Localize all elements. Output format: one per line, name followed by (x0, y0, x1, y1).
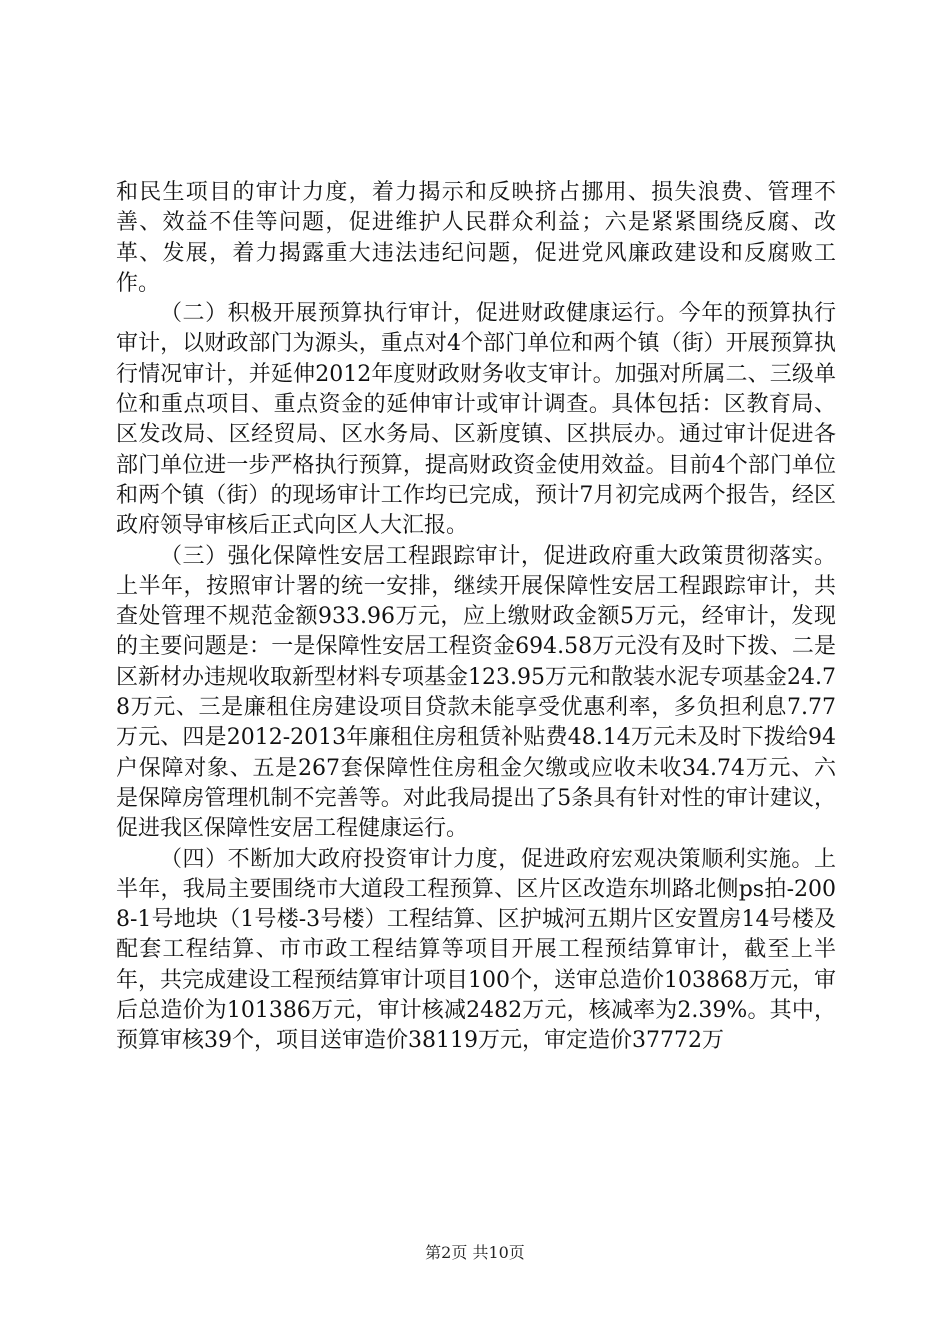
paragraph-continuation: 和民生项目的审计力度，着力揭示和反映挤占挪用、损失浪费、管理不善、效益不佳等问题，促进维护人民群众利益；六是紧紧围绕反腐、改革、发展，着力揭露重大违法违纪问题，促进党风廉政建设和反腐败工作。 (116, 180, 836, 296)
paragraph-investment-audit: （四）不断加大政府投资审计力度，促进政府宏观决策顺利实施。上半年，我局主要围绕市大道段工程预算、区片区改造东圳路北侧ps拍-2008-1号地块（1号楼-3号楼）工程结算、区护城河五期片区安置房14号楼及配套工程结算、市市政工程结算等项目开展工程预结算审计，截至上半年，共完成建设工程预结算审计项目100个，送审总造价103868万元，审后总造价为101386万元，审计核减2482万元，核减率为2.39%。其中，预算审核39个，项目送审造价38119万元，审定造价37772万 (116, 846, 836, 1054)
document-body (116, 178, 836, 1057)
paragraph-budget-audit: （二）积极开展预算执行审计，促进财政健康运行。今年的预算执行审计，以财政部门为源头，重点对4个部门单位和两个镇（街）开展预算执行情况审计，并延伸2012年度财政财务收支审计。加强对所属二、三级单位和重点项目、重点资金的延伸审计或审计调查。具体包括：区教育局、区发改局、区经贸局、区水务局、区新度镇、区拱辰办。通过审计促进各部门单位进一步严格执行预算，提高财政资金使用效益。目前4个部门单位和两个镇（街）的现场审计工作均已完成，预计7月初完成两个报告，经区政府领导审核后正式向区人大汇报。 (116, 301, 836, 539)
paragraph-housing-audit: （三）强化保障性安居工程跟踪审计，促进政府重大政策贯彻落实。上半年，按照审计署的统一安排，继续开展保障性安居工程跟踪审计，共查处管理不规范金额933.96万元，应上缴财政金额5万元，经审计，发现的主要问题是：一是保障性安居工程资金694.58万元没有及时下拨、二是区新材办违规收取新型材料专项基金123.95万元和散装水泥专项基金24.78万元、三是廉租住房建设项目贷款未能享受优惠利率，多负担利息7.77万元、四是2012-2013年廉租住房租赁补贴费48.14万元未及时下拨给94户保障对象、五是267套保障性住房租金欠缴或应收未收34.74万元、六是保障房管理机制不完善等。对此我局提出了5条具有针对性的审计建议，促进我区保障性安居工程健康运行。 (116, 543, 836, 842)
page-footer: 第2页 共10页 (425, 1243, 525, 1262)
